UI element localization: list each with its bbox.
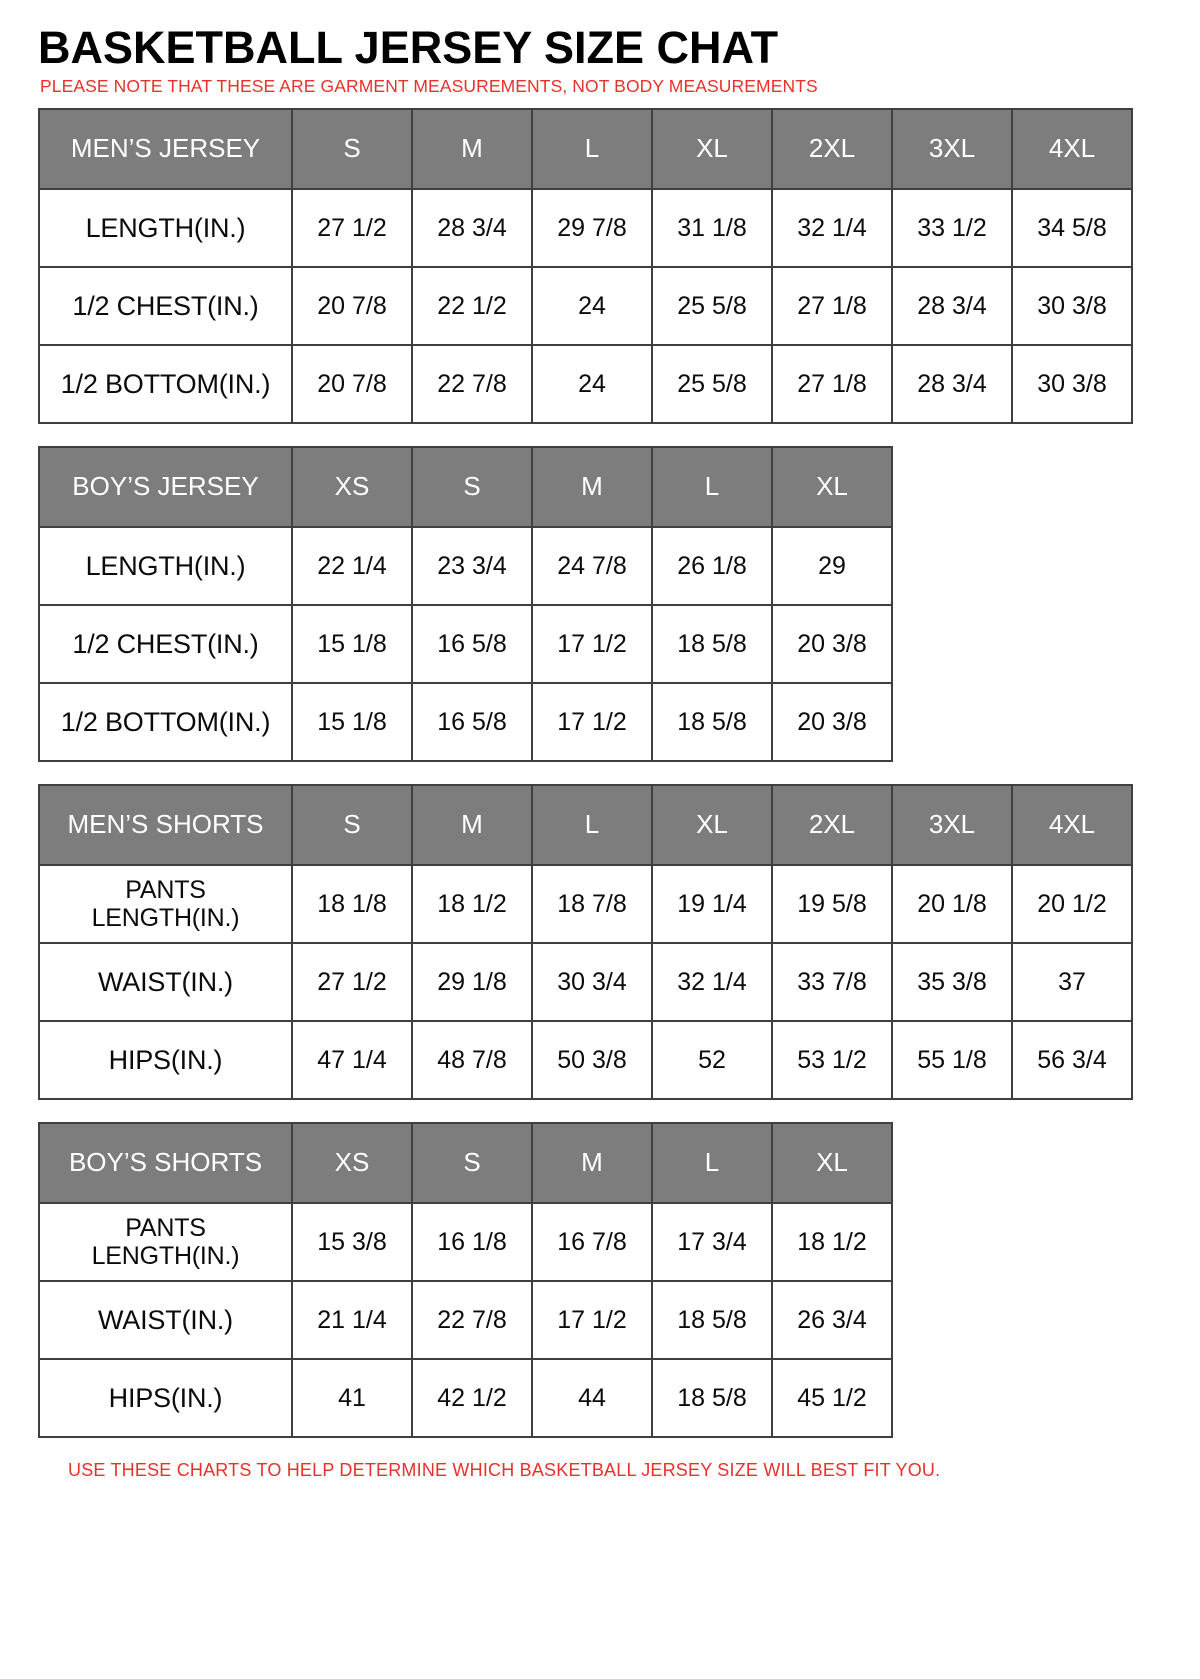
measurement-cell: 55 1/8 (892, 1021, 1012, 1099)
size-column-header: M (532, 447, 652, 527)
table-header-row (39, 109, 1132, 189)
measurement-cell: 18 5/8 (652, 605, 772, 683)
size-column-header: L (532, 109, 652, 189)
table-row (39, 865, 1132, 943)
table-category-header: MEN’S SHORTS (39, 785, 292, 865)
table-row (39, 683, 892, 761)
measurement-cell: 18 5/8 (652, 1281, 772, 1359)
measurement-cell: 34 5/8 (1012, 189, 1132, 267)
measurement-cell: 25 5/8 (652, 267, 772, 345)
measurement-cell: 17 1/2 (532, 683, 652, 761)
measurement-label-line2: LENGTH(IN.) (91, 1241, 240, 1270)
measurement-cell: 27 1/8 (772, 345, 892, 423)
measurement-cell: 27 1/2 (292, 943, 412, 1021)
table-category-header: BOY’S JERSEY (39, 447, 292, 527)
measurement-cell: 27 1/2 (292, 189, 412, 267)
table-row (39, 943, 1132, 1021)
size-table (38, 446, 893, 762)
measurement-cell: 20 3/8 (772, 605, 892, 683)
measurement-cell: 26 3/4 (772, 1281, 892, 1359)
measurement-label: WAIST(IN.) (39, 943, 292, 1021)
measurement-label-line2: LENGTH(IN.) (91, 903, 240, 932)
measurement-label (39, 1203, 292, 1281)
measurement-cell: 20 7/8 (292, 345, 412, 423)
size-column-header: S (412, 1123, 532, 1203)
measurement-label: HIPS(IN.) (39, 1021, 292, 1099)
table-row (39, 1203, 892, 1281)
measurement-cell: 37 (1012, 943, 1132, 1021)
measurement-cell: 20 3/8 (772, 683, 892, 761)
measurement-cell: 21 1/4 (292, 1281, 412, 1359)
measurement-cell: 18 1/8 (292, 865, 412, 943)
measurement-cell: 24 (532, 345, 652, 423)
measurement-cell: 28 3/4 (892, 267, 1012, 345)
size-column-header: XL (772, 1123, 892, 1203)
table-header-row (39, 447, 892, 527)
size-column-header: S (292, 785, 412, 865)
measurement-cell: 29 1/8 (412, 943, 532, 1021)
measurement-cell: 18 1/2 (772, 1203, 892, 1281)
table-category-header: MEN’S JERSEY (39, 109, 292, 189)
measurement-cell: 15 1/8 (292, 683, 412, 761)
size-column-header: L (652, 447, 772, 527)
size-column-header: M (532, 1123, 652, 1203)
size-column-header: 2XL (772, 109, 892, 189)
measurement-cell: 45 1/2 (772, 1359, 892, 1437)
measurement-cell: 26 1/8 (652, 527, 772, 605)
measurement-cell: 18 5/8 (652, 1359, 772, 1437)
measurement-label: 1/2 BOTTOM(IN.) (39, 345, 292, 423)
measurement-label: 1/2 BOTTOM(IN.) (39, 683, 292, 761)
measurement-cell: 50 3/8 (532, 1021, 652, 1099)
measurement-label: LENGTH(IN.) (39, 189, 292, 267)
measurement-cell: 15 1/8 (292, 605, 412, 683)
measurement-cell: 35 3/8 (892, 943, 1012, 1021)
size-column-header: 4XL (1012, 785, 1132, 865)
measurement-cell: 48 7/8 (412, 1021, 532, 1099)
size-column-header: M (412, 109, 532, 189)
table-header-row (39, 785, 1132, 865)
measurement-cell: 17 1/2 (532, 1281, 652, 1359)
measurement-cell: 18 5/8 (652, 683, 772, 761)
measurement-cell: 28 3/4 (892, 345, 1012, 423)
size-column-header: XL (772, 447, 892, 527)
measurement-label-line1: PANTS (125, 1213, 206, 1242)
size-column-header: XS (292, 1123, 412, 1203)
size-column-header: XL (652, 109, 772, 189)
table-row (39, 605, 892, 683)
measurement-cell: 41 (292, 1359, 412, 1437)
measurement-cell: 33 1/2 (892, 189, 1012, 267)
measurement-cell: 19 1/4 (652, 865, 772, 943)
measurement-cell: 22 7/8 (412, 345, 532, 423)
measurement-label: 1/2 CHEST(IN.) (39, 605, 292, 683)
measurement-cell: 47 1/4 (292, 1021, 412, 1099)
page-title: BASKETBALL JERSEY SIZE CHAT (38, 22, 779, 73)
measurement-label: HIPS(IN.) (39, 1359, 292, 1437)
measurement-cell: 16 5/8 (412, 605, 532, 683)
table-row (39, 1359, 892, 1437)
measurement-cell: 28 3/4 (412, 189, 532, 267)
measurement-cell: 19 5/8 (772, 865, 892, 943)
measurement-cell: 16 1/8 (412, 1203, 532, 1281)
size-column-header: 3XL (892, 109, 1012, 189)
measurement-cell: 52 (652, 1021, 772, 1099)
measurement-cell: 20 1/2 (1012, 865, 1132, 943)
size-column-header: 2XL (772, 785, 892, 865)
measurement-cell: 53 1/2 (772, 1021, 892, 1099)
size-tables-container (30, 108, 1170, 1438)
size-column-header: XL (652, 785, 772, 865)
measurement-cell: 30 3/8 (1012, 267, 1132, 345)
size-table (38, 108, 1133, 424)
measurement-cell: 18 7/8 (532, 865, 652, 943)
measurement-cell: 29 (772, 527, 892, 605)
measurement-cell: 30 3/8 (1012, 345, 1132, 423)
measurement-cell: 27 1/8 (772, 267, 892, 345)
measurement-cell: 24 7/8 (532, 527, 652, 605)
size-column-header: 3XL (892, 785, 1012, 865)
measurement-cell: 31 1/8 (652, 189, 772, 267)
measurement-cell: 15 3/8 (292, 1203, 412, 1281)
measurement-cell: 56 3/4 (1012, 1021, 1132, 1099)
size-column-header: 4XL (1012, 109, 1132, 189)
measurement-cell: 32 1/4 (772, 189, 892, 267)
table-row (39, 1281, 892, 1359)
measurement-cell: 17 1/2 (532, 605, 652, 683)
measurement-cell: 30 3/4 (532, 943, 652, 1021)
measurement-cell: 29 7/8 (532, 189, 652, 267)
size-column-header: M (412, 785, 532, 865)
size-column-header: L (652, 1123, 772, 1203)
measurement-cell: 25 5/8 (652, 345, 772, 423)
measurement-label: LENGTH(IN.) (39, 527, 292, 605)
measurement-cell: 42 1/2 (412, 1359, 532, 1437)
size-table (38, 784, 1133, 1100)
measurement-cell: 17 3/4 (652, 1203, 772, 1281)
measurement-cell: 20 7/8 (292, 267, 412, 345)
measurement-label-line1: PANTS (125, 875, 206, 904)
measurement-cell: 18 1/2 (412, 865, 532, 943)
measurement-cell: 44 (532, 1359, 652, 1437)
measurement-cell: 24 (532, 267, 652, 345)
table-row (39, 267, 1132, 345)
measurement-cell: 23 3/4 (412, 527, 532, 605)
size-column-header: L (532, 785, 652, 865)
measurement-cell: 22 1/2 (412, 267, 532, 345)
measurement-cell: 20 1/8 (892, 865, 1012, 943)
garment-measurement-note: PLEASE NOTE THAT THESE ARE GARMENT MEASUREMENTS, NOT BODY MEASUREMENTS (40, 76, 818, 97)
table-row (39, 527, 892, 605)
footer-note: USE THESE CHARTS TO HELP DETERMINE WHICH BASKETBALL JERSEY SIZE WILL BEST FIT YOU. (68, 1459, 941, 1480)
measurement-label: 1/2 CHEST(IN.) (39, 267, 292, 345)
table-header-row (39, 1123, 892, 1203)
measurement-cell: 16 7/8 (532, 1203, 652, 1281)
size-column-header: S (412, 447, 532, 527)
size-column-header: XS (292, 447, 412, 527)
size-column-header: S (292, 109, 412, 189)
measurement-cell: 33 7/8 (772, 943, 892, 1021)
table-row (39, 189, 1132, 267)
table-row (39, 345, 1132, 423)
table-row (39, 1021, 1132, 1099)
measurement-label: WAIST(IN.) (39, 1281, 292, 1359)
measurement-label (39, 865, 292, 943)
measurement-cell: 22 7/8 (412, 1281, 532, 1359)
size-table (38, 1122, 893, 1438)
measurement-cell: 16 5/8 (412, 683, 532, 761)
table-category-header: BOY’S SHORTS (39, 1123, 292, 1203)
measurement-cell: 32 1/4 (652, 943, 772, 1021)
measurement-cell: 22 1/4 (292, 527, 412, 605)
